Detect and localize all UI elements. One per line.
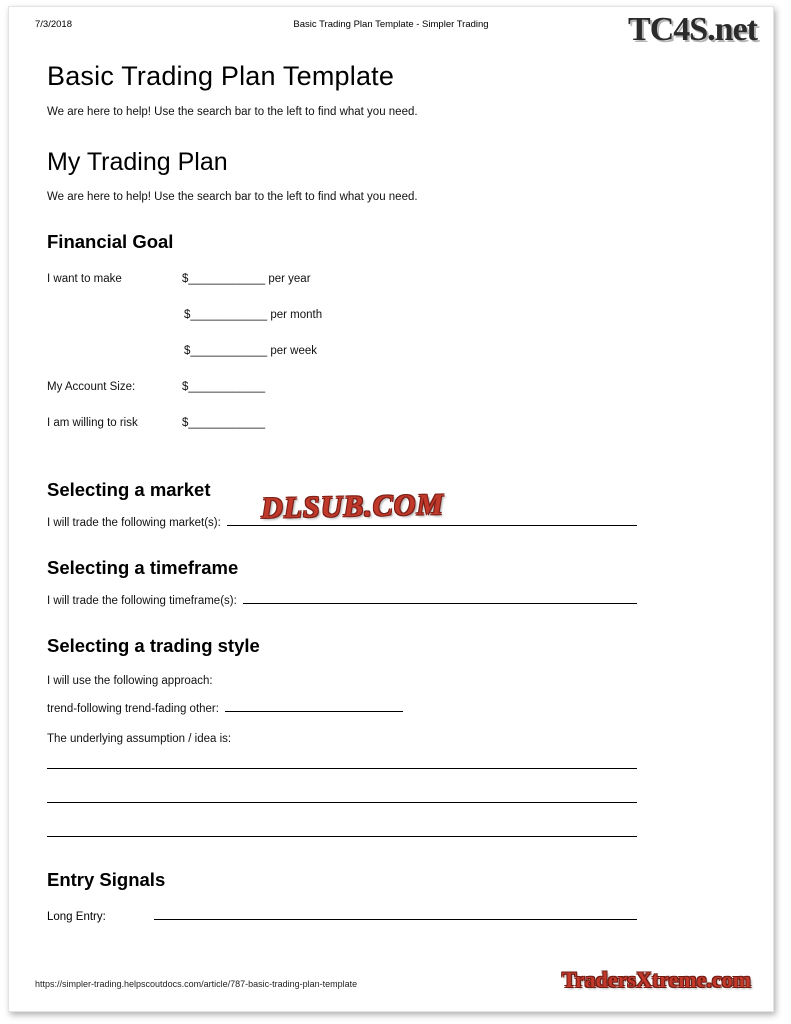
document-sheet bbox=[8, 6, 774, 1012]
style-options-label: trend-following trend-fading other: bbox=[47, 703, 219, 715]
market-label: I will trade the following market(s): bbox=[47, 517, 221, 529]
footer-url: https://simpler-trading.helpscoutdocs.com/article/787-basic-trading-plan-template bbox=[35, 979, 358, 989]
goal-label: I am willing to risk bbox=[47, 417, 138, 429]
goal-value[interactable]: $____________ bbox=[182, 417, 266, 429]
section-title-my-trading-plan: My Trading Plan bbox=[47, 148, 228, 176]
header-title: Basic Trading Plan Template - Simpler Trading bbox=[293, 19, 489, 30]
blank-line[interactable] bbox=[47, 835, 637, 837]
long-entry-blank-line[interactable] bbox=[154, 918, 637, 920]
page-title: Basic Trading Plan Template bbox=[47, 61, 395, 91]
financial-goal-block bbox=[47, 271, 637, 451]
intro-paragraph: We are here to help! Use the search bar to the left to find what you need. bbox=[47, 106, 418, 118]
goal-row bbox=[47, 307, 637, 343]
goal-label: I want to make bbox=[47, 273, 122, 285]
heading-entry-signals: Entry Signals bbox=[47, 869, 166, 890]
goal-value[interactable]: $____________ bbox=[182, 381, 266, 393]
goal-value[interactable]: $____________ per week bbox=[184, 345, 318, 357]
heading-selecting-a-market: Selecting a market bbox=[47, 479, 211, 500]
timeframe-blank-line[interactable] bbox=[243, 602, 637, 604]
blank-line[interactable] bbox=[47, 801, 637, 803]
watermark-tradersxtreme: TradersXtreme.com bbox=[561, 967, 751, 992]
assumption-label: The underlying assumption / idea is: bbox=[47, 733, 232, 745]
heading-financial-goal: Financial Goal bbox=[47, 231, 174, 252]
watermark-tc4s: TC4S.net bbox=[628, 11, 757, 48]
header-date: 7/3/2018 bbox=[35, 19, 72, 30]
goal-label: My Account Size: bbox=[47, 381, 136, 393]
goal-row bbox=[47, 343, 637, 379]
goal-row bbox=[47, 379, 637, 415]
blank-line[interactable] bbox=[47, 767, 637, 769]
goal-value[interactable]: $____________ per year bbox=[182, 273, 311, 285]
assumption-blank-lines bbox=[47, 767, 637, 837]
timeframe-label: I will trade the following timeframe(s): bbox=[47, 595, 237, 607]
approach-label: I will use the following approach: bbox=[47, 675, 213, 687]
heading-selecting-a-trading-style: Selecting a trading style bbox=[47, 635, 260, 656]
long-entry-label: Long Entry: bbox=[47, 911, 106, 923]
goal-row bbox=[47, 415, 637, 451]
long-entry-row bbox=[47, 911, 637, 923]
style-other-blank-line[interactable] bbox=[225, 710, 403, 712]
goal-value[interactable]: $____________ per month bbox=[184, 309, 323, 321]
heading-selecting-a-timeframe: Selecting a timeframe bbox=[47, 557, 239, 578]
section-intro-paragraph: We are here to help! Use the search bar to the left to find what you need. bbox=[47, 191, 418, 203]
watermark-dlsub: DLSUB.COM bbox=[260, 488, 445, 525]
style-options-row bbox=[47, 703, 637, 715]
goal-row bbox=[47, 271, 637, 307]
timeframe-fill-in-row bbox=[47, 595, 637, 607]
